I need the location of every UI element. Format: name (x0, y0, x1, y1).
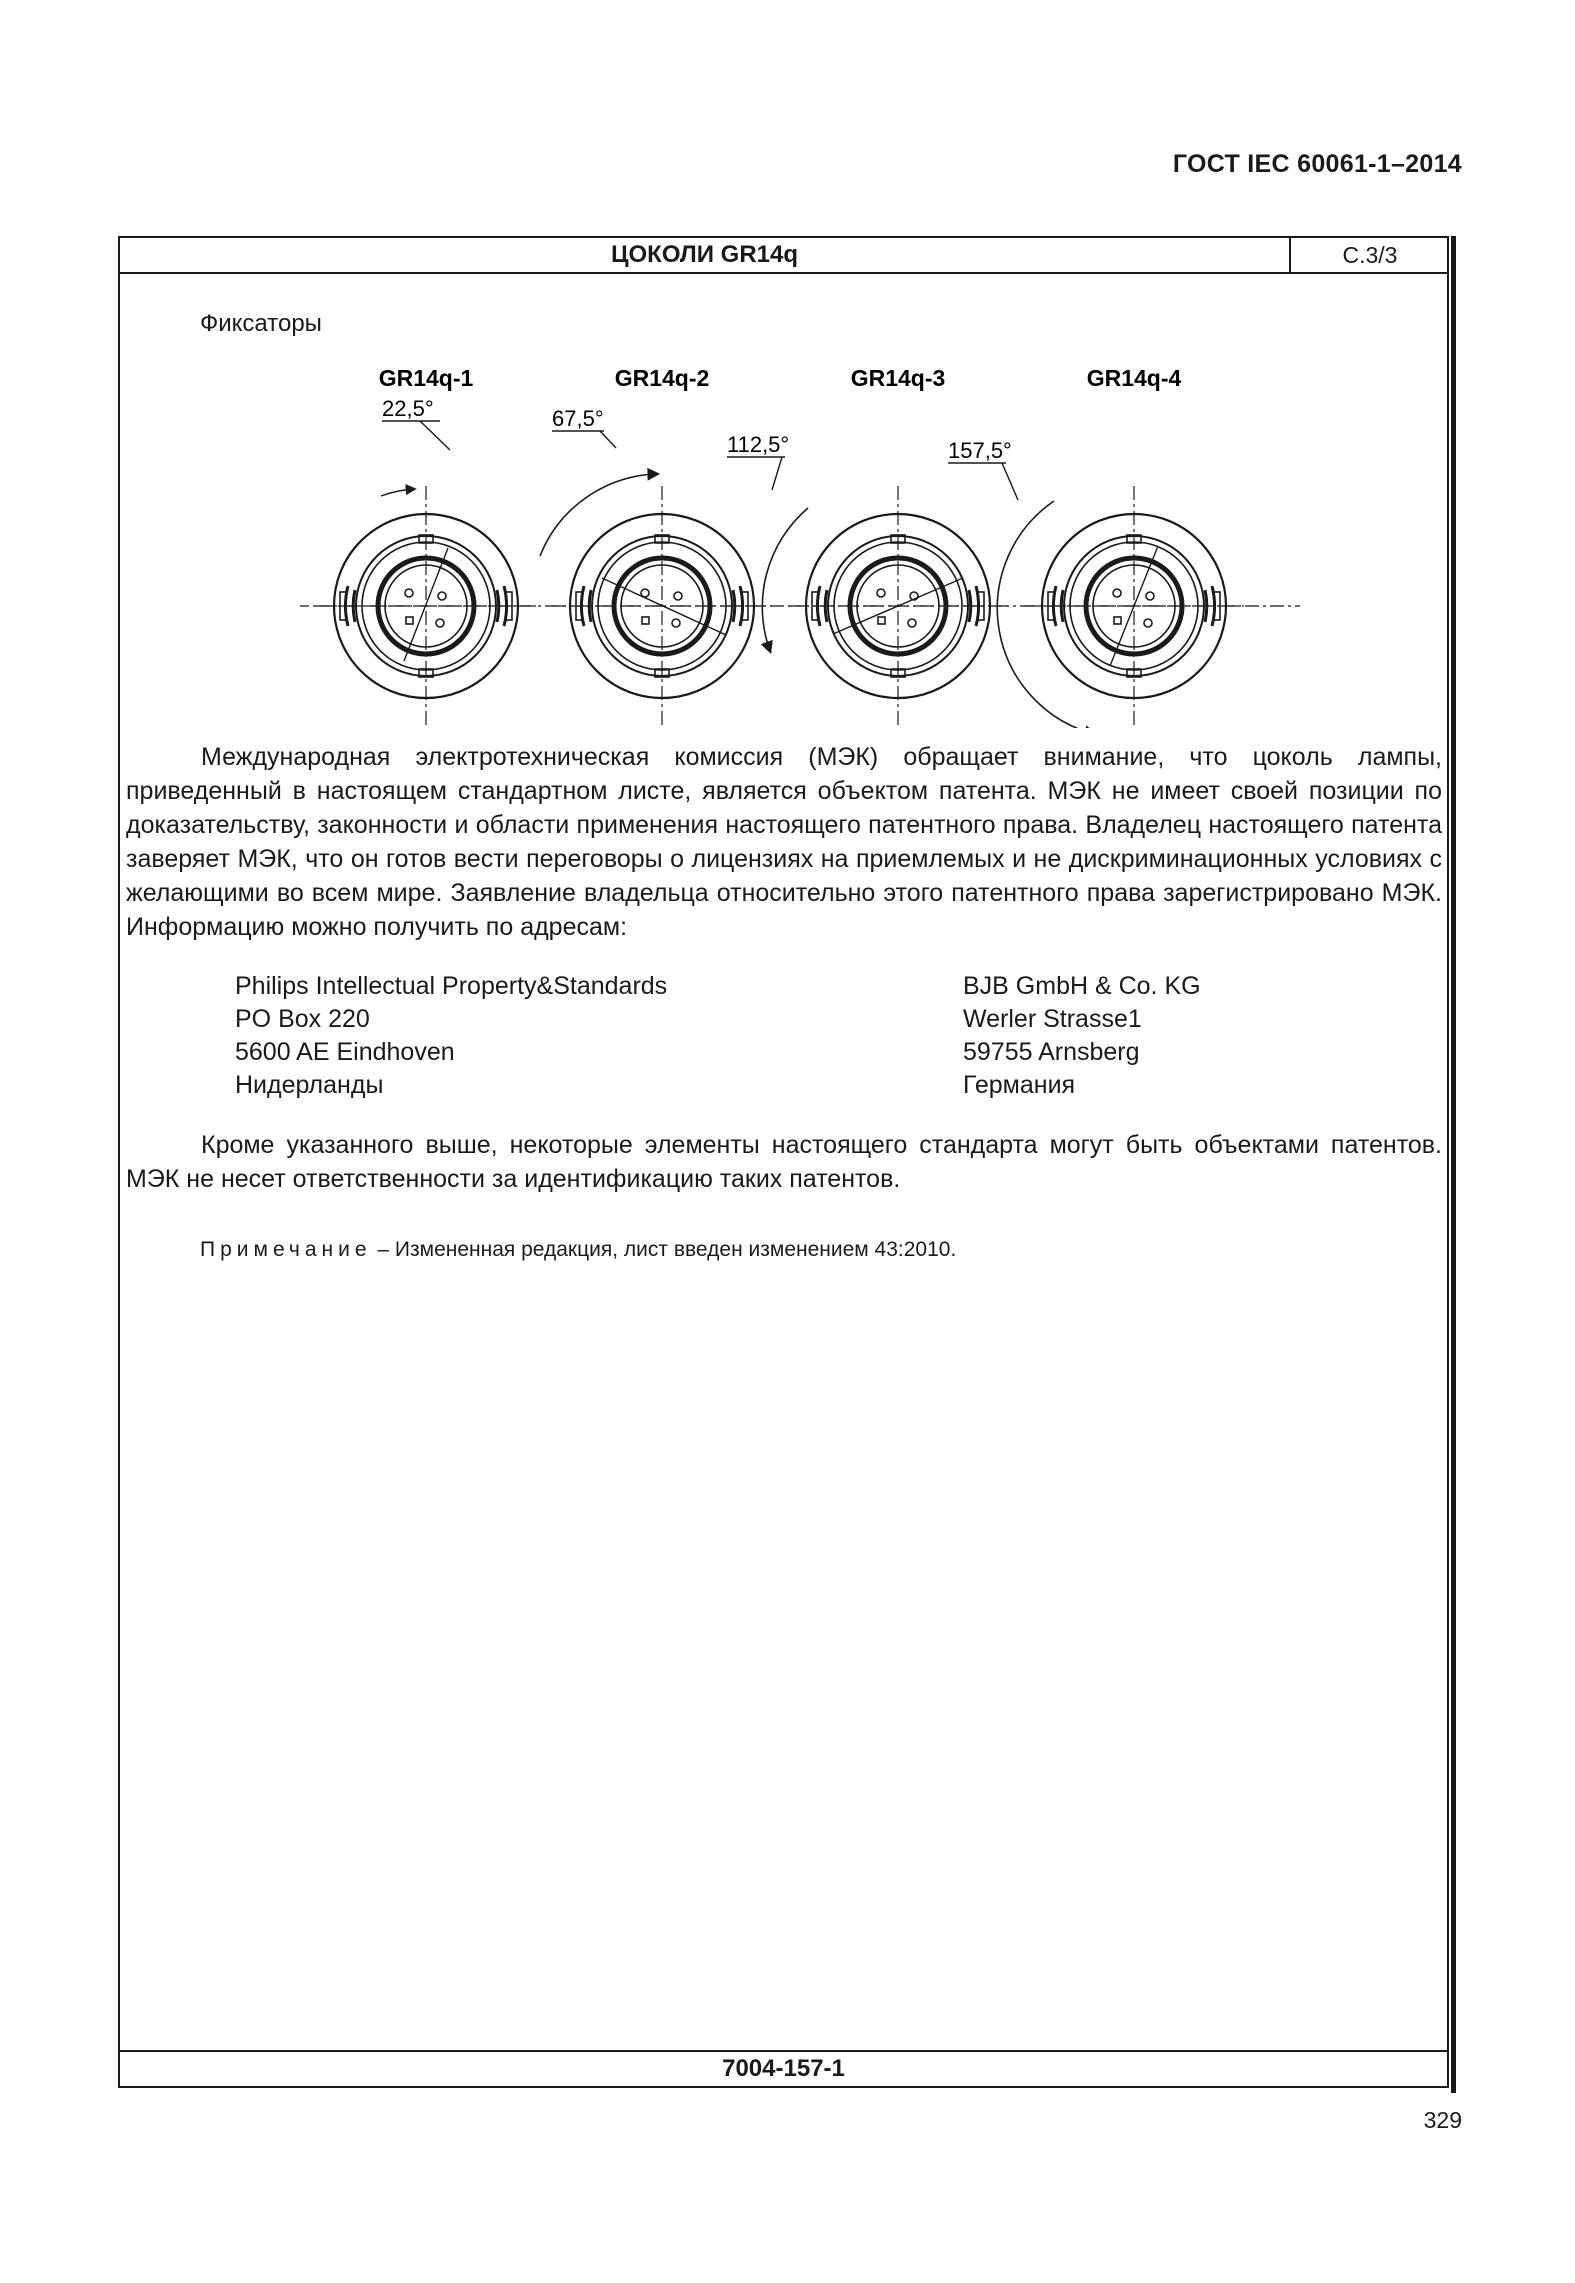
patent-paragraph: Международная электротехническая комиссия (МЭК) обращает внимание, что цоколь лампы, приведенный в настоящем стандартном листе, является объектом патента. МЭК не имеет своей позиции по доказательству, законности и области применения настоящего патентного права. Владелец настоящего патента заверяет МЭК, что он готов вести переговоры о лицензиях на приемлемых и не дискриминационных условиях с желающими во всем мире. Заявление владельца относительно этого патентного права зарегистрировано МЭК. Информацию можно получить по адресам: (126, 743, 1442, 941)
address-philips (235, 970, 667, 1102)
figure-label: GR14q-3 (850, 365, 946, 391)
note (200, 1238, 956, 1262)
figure-label: GR14q-4 (1086, 365, 1182, 391)
retainer-drawing (300, 358, 1300, 728)
address-line: BJB GmbH & Co. KG (963, 972, 1201, 1000)
angle-label: 67,5° (552, 406, 604, 431)
sheet-title: ЦОКОЛИ GR14q (610, 241, 799, 268)
frame-shadow (1451, 236, 1456, 2093)
address-line: PO Box 220 (235, 1005, 370, 1033)
page-number: 329 (1423, 2107, 1462, 2133)
address-line: Нидерланды (235, 1071, 384, 1099)
address-line: Werler Strasse1 (963, 1005, 1142, 1033)
note-label: Примечание (200, 1238, 372, 1261)
figure-label: GR14q-2 (614, 365, 710, 391)
angle-label: 112,5° (727, 432, 790, 457)
figure-label: GR14q-1 (378, 365, 474, 391)
note-text: – Измененная редакция, лист введен изменением 43:2010. (371, 1238, 957, 1261)
address-line: 5600 AE Eindhoven (235, 1038, 455, 1066)
document-standard-header: ГОСТ IEC 60061-1–2014 (1172, 150, 1462, 178)
patent-paragraph-2: Кроме указанного выше, некоторые элементы настоящего стандарта могут быть объектами патентов. МЭК не несет ответственности за идентификацию таких патентов. (126, 1131, 1442, 1193)
address-line: Германия (963, 1071, 1076, 1099)
sheet-code: 7004-157-1 (120, 2050, 1447, 2086)
title-row (120, 238, 1447, 274)
address-bjb (963, 970, 1201, 1102)
angle-label: 22,5° (382, 396, 434, 421)
sheet-page-ref: C.3/3 (1342, 242, 1398, 268)
angle-label: 157,5° (948, 438, 1012, 463)
address-line: Philips Intellectual Property&Standards (235, 972, 668, 1000)
section-label: Фиксаторы (200, 310, 322, 337)
sheet-frame (118, 236, 1449, 2088)
address-line: 59755 Arnsberg (963, 1038, 1140, 1066)
